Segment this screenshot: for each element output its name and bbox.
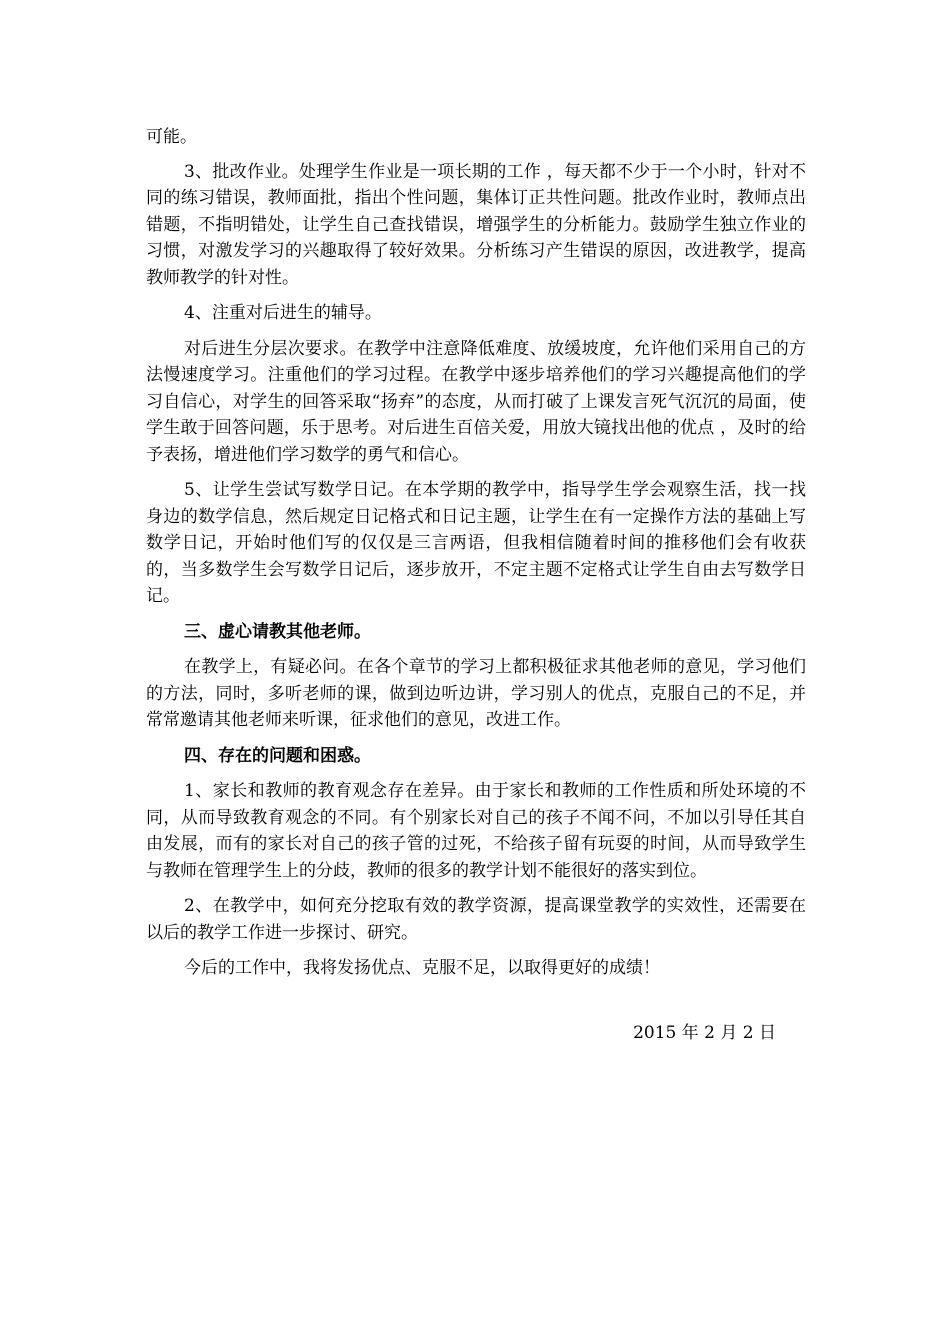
document-body bbox=[146, 124, 806, 1055]
section-heading-consult-teachers: 三、虚心请教其他老师。 bbox=[184, 621, 371, 642]
paragraph-underachiever-title: 4、注重对后进生的辅导。 bbox=[184, 303, 382, 323]
paragraph-math-diary: 5、让学生尝试写数学日记。在本学期的教学中，指导学生学会观察生活，找一找身边的数学信息，然后规定日记格式和日记主题，让学生在有一定操作方法的基础上写数学日记，开始时他们写的仅仅是三言两语，但我相信随着时间的推移他们会有收获的，当多数学生会写数学日记后，逐步放开，不定主题不定格式让学生自由去写数学日记。 bbox=[146, 480, 806, 606]
document-date: 2015 年 2 月 2 日 bbox=[633, 1022, 776, 1043]
paragraph-consult-teachers: 在教学上，有疑必问。在各个章节的学习上都积极征求其他老师的意见，学习他们的方法，同时，多听老师的课，做到边听边讲，学习别人的优点，克服自己的不足，并常常邀请其他老师来听课，征求他们的意见，改进工作。 bbox=[146, 657, 806, 730]
paragraph-problem-1: 1、家长和教师的教育观念存在差异。由于家长和教师的工作性质和所处环境的不同，从而导致教育观念的不同。有个别家长对自己的孩子不闻不问，不加以引导任其自由发展，而有的家长对自己的孩子管的过死，不给孩子留有玩耍的时间，从而导致学生与教师在管理学生上的分歧，教师的很多的教学计划不能很好的落实到位。 bbox=[146, 781, 806, 881]
section-heading-problems: 四、存在的问题和困惑。 bbox=[184, 745, 371, 766]
paragraph-problem-2: 2、在教学中，如何充分挖取有效的教学资源，提高课堂教学的实效性，还需要在以后的教学工作进一步探讨、研究。 bbox=[146, 896, 806, 943]
paragraph-grading-homework: 3、批改作业。处理学生作业是一项长期的工作 ，每天都不少于一个小时，针对不同的练习错误，教师面批，指出个性问题，集体订正共性问题。批改作业时，教师点出错题，不指明错处，让学生自己查找错误，增强学生的分析能力。鼓励学生独立作业的习惯，对激发学习的兴趣取得了较好效果。分析练习产生错误的原因，改进教学，提高教师教学的针对性。 bbox=[146, 161, 806, 288]
paragraph-continuation: 可能。 bbox=[146, 127, 197, 147]
paragraph-closing: 今后的工作中，我将发扬优点、克服不足，以取得更好的成绩！ bbox=[184, 958, 660, 978]
paragraph-underachiever-detail: 对后进生分层次要求。在教学中注意降低难度、放缓坡度，允许他们采用自己的方法慢速度学习。注重他们的学习过程。在教学中逐步培养他们的学习兴趣提高他们的学习自信心，对学生的回答采取“扬弃”的态度，从而打破了上课发言死气沉沉的局面，使学生敢于回答问题，乐于思考。对后进生百倍关爱，用放大镜找出他的优点 ，及时的给予表扬，增进他们学习数学的勇气和信心。 bbox=[146, 338, 806, 465]
